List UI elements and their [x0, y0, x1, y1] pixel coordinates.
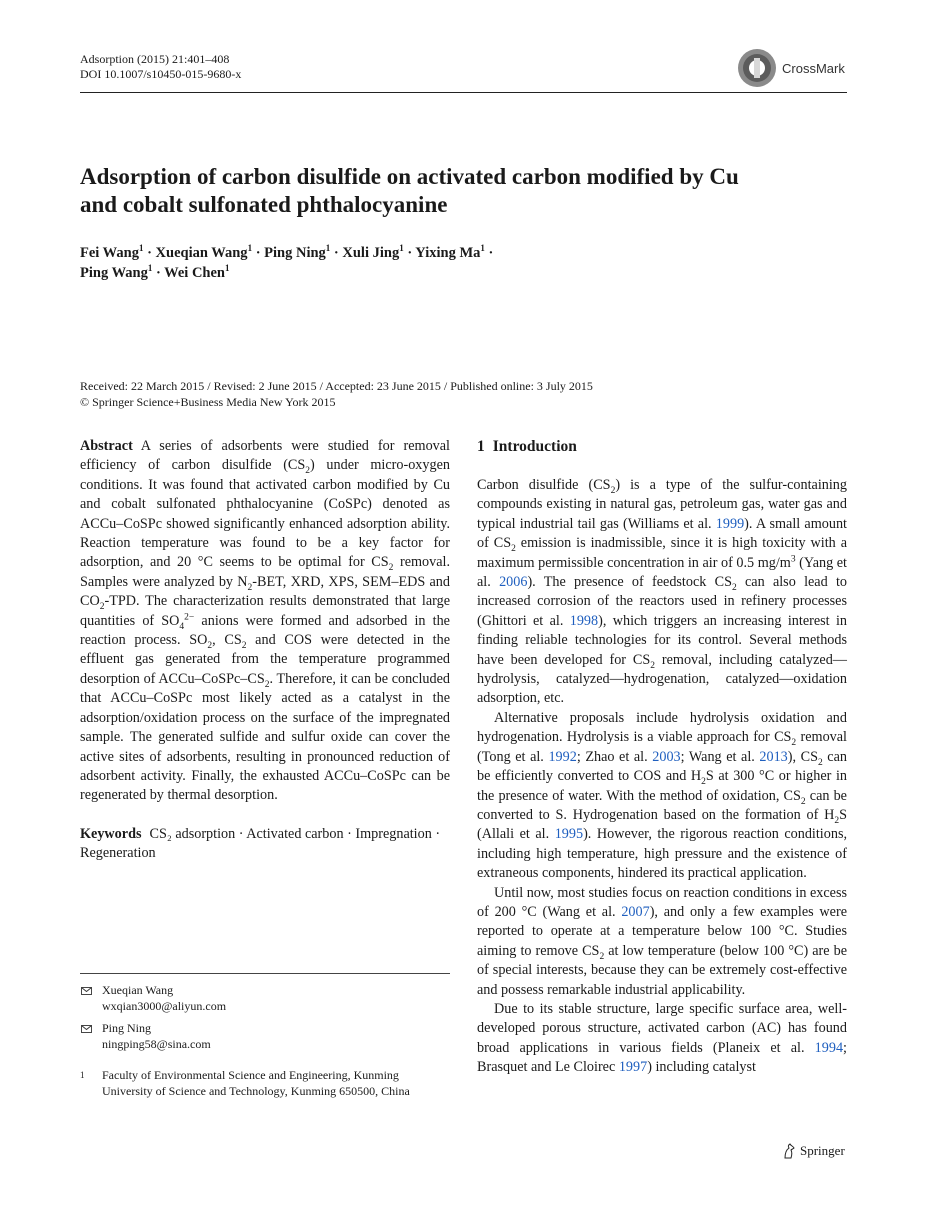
- crossmark-label: CrossMark: [782, 61, 845, 76]
- body-paragraph: Alternative proposals include hydrolysis oxidation and hydrogenation. Hydrolysis is a viable approach for $CS_2$ removal (Tong et al. 1992; Zhao et al. 2003; Wang et al. 2013), $CS_2$ can be efficiently converted to COS and $H_2S$ at 300 °C or higher in the presence of water. With the method of oxidation, $CS_2$ can be converted to S. Hydrogenation based on the formation of $H_2S$ (Allali et al. 1995). However, the rigorous reaction conditions, including high temperature, high pressure and the existence of extraneous components, hindered its practical application.: [477, 709, 848, 882]
- section-heading: 1 Introduction: [477, 438, 577, 455]
- corresponding-author-1: [80, 983, 450, 1014]
- body-paragraph: Carbon disulfide $(CS_2)$ is a type of the sulfur-containing compounds existing in natural gas, petroleum gas, water gas and typical industrial tail gas (Williams et al. 1999). A small amount of $CS_2$ emission is inadmissible, since it is high toxicity with a maximum permissible concentration in air of 0.5 $mg/m^3$ (Yang et al. 2006). The presence of feedstock $CS_2$ can also lead to increased corrosion of the reactors used in refinery processes (Ghittori et al. 1998), which triggers an increasing interest in finding reliable technologies for its control. Several methods have been developed for $CS_2$ removal, including catalyzed—hydrolysis, catalyzed—hydrogenation, catalyzed—oxidation adsorption, etc.: [477, 477, 847, 707]
- citation-link[interactable]: 1995: [554, 826, 584, 843]
- author[interactable]: Ping Ning$^1$: [264, 243, 331, 261]
- copyright: © Springer Science+Business Media New York 2015: [80, 394, 336, 409]
- envelope-icon: [81, 1025, 92, 1033]
- citation-link[interactable]: 2007: [621, 903, 650, 920]
- header-rule: [80, 92, 847, 93]
- keywords-list: CS₂ adsorption · Activated carbon · Impregnation · Regeneration: [80, 825, 441, 862]
- author[interactable]: Fei Wang$^1$: [80, 243, 144, 261]
- author[interactable]: Xuli Jing$^1$: [342, 243, 404, 261]
- right-column: [477, 437, 847, 1078]
- body-paragraph: Until now, most studies focus on reaction conditions in excess of 200 °C (Wang et al. 2007), and only a few examples were reported to operate at a temperature below 100 °C. Studies aiming to remove $CS_2$ at low temperature (below 100 °C) are be of special interests, because they can be extremely cost-effective and possess remarkable industrial applicability.: [477, 884, 847, 998]
- citation-link[interactable]: 1998: [569, 612, 599, 629]
- footnote-rule: [80, 973, 450, 974]
- citation-link[interactable]: 1997: [618, 1059, 648, 1076]
- left-column: [80, 437, 450, 864]
- citation-link[interactable]: 1999: [715, 515, 745, 532]
- abstract-label: Abstract: [80, 438, 133, 454]
- keywords-label: Keywords: [80, 825, 142, 842]
- author-name: Xueqian Wang: [102, 983, 174, 997]
- email-link[interactable]: wxqian3000@aliyun.com: [102, 998, 227, 1013]
- abstract: Abstract A series of adsorbents were studied for removal efficiency of carbon disulfide $(CS_2)$ under micro-oxygen conditions. It was found that activated carbon modified by Cu and cobalt sulfonated phthalocyanine (CoSPc) denoted as ACCu–CoSPc showed significantly enhanced adsorption ability. Reaction temperature was found to be a key factor for adsorption, and 20 °C seems to be optimal for $CS_2$ removal. Samples were analyzed by $N_2$-BET, XRD, XPS, SEM–EDS and $CO_2$-TPD. The characterization results demonstrated that large quantities of $SO_4^{2-}$ anions were formed and adsorbed in the reaction process. $SO_2$, $CS_2$ and COS were detected in the effluent gas generated from the temperature programmed desorption of ACCu–$CoSPc-CS_2$. Therefore, it can be concluded that ACCu–CoSPc most likely acted as a catalyst in the adsorption/oxidation process on the surface of the impregnated sample. The generated sulfide and sulfur oxide can cover the active sites of adsorbents, resulting in pronounced reduction of adsorbent activity. Finally, the exhausted ACCu–CoSPc can be regenerated by thermal desorption.: [80, 438, 451, 804]
- citation-link[interactable]: 2013: [759, 748, 788, 765]
- corresponding-author-2: [80, 1021, 450, 1052]
- springer-horse-icon: [782, 1143, 796, 1159]
- citation-link[interactable]: 1994: [814, 1039, 844, 1056]
- citation-link[interactable]: 1992: [548, 748, 577, 765]
- author-name: Ping Ning: [102, 1021, 152, 1035]
- affiliation-text: Faculty of Environmental Science and Engineering, Kunming University of Science and Technology, Kunming 650500, China: [102, 1068, 410, 1098]
- author[interactable]: Xueqian Wang$^1$: [155, 243, 253, 261]
- email-link[interactable]: ningping58@sina.com: [102, 1036, 211, 1051]
- author-list: Fei Wang$^1$ · Xueqian Wang$^1$ · Ping Ning$^1$ · Xuli Jing$^1$ · Yixing $Ma^1$ · Ping Wang$^1$ · Wei Chen$^1$: [80, 243, 494, 281]
- affiliation: [80, 1068, 450, 1099]
- publication-dates: [80, 379, 847, 410]
- publisher-footer: [782, 1143, 845, 1159]
- journal-header: [80, 52, 241, 82]
- crossmark-icon: [737, 48, 777, 88]
- citation-link[interactable]: 2003: [652, 748, 681, 765]
- affiliation-mark: 1: [80, 1070, 85, 1080]
- journal-citation: Adsorption (2015) 21:401–408: [80, 52, 230, 66]
- author[interactable]: Yixing Ma$^1$: [415, 243, 485, 261]
- doi[interactable]: DOI 10.1007/s10450-015-9680-x: [80, 67, 242, 81]
- publisher-name: Springer: [800, 1143, 845, 1158]
- keywords: [80, 825, 450, 864]
- history-dates: Received: 22 March 2015 / Revised: 2 June 2015 / Accepted: 23 June 2015 / Published online: 3 July 2015: [80, 379, 593, 393]
- author[interactable]: Ping Wang$^1$: [80, 263, 153, 281]
- article-title: Adsorption of carbon disulfide on activated carbon modified by Cu and cobalt sulfonated phthalocyanine: [80, 164, 739, 217]
- author[interactable]: Wei Chen$^1$: [164, 263, 230, 281]
- envelope-icon: [81, 987, 92, 995]
- body-paragraph: Due to its stable structure, large specific surface area, well-developed porous structure, activated carbon (AC) has found broad applications in various fields (Planeix et al. 1994; Brasquet and Le Cloirec 1997) including catalyst: [477, 1000, 847, 1076]
- citation-link[interactable]: 2006: [499, 574, 528, 591]
- crossmark-badge[interactable]: [737, 46, 849, 92]
